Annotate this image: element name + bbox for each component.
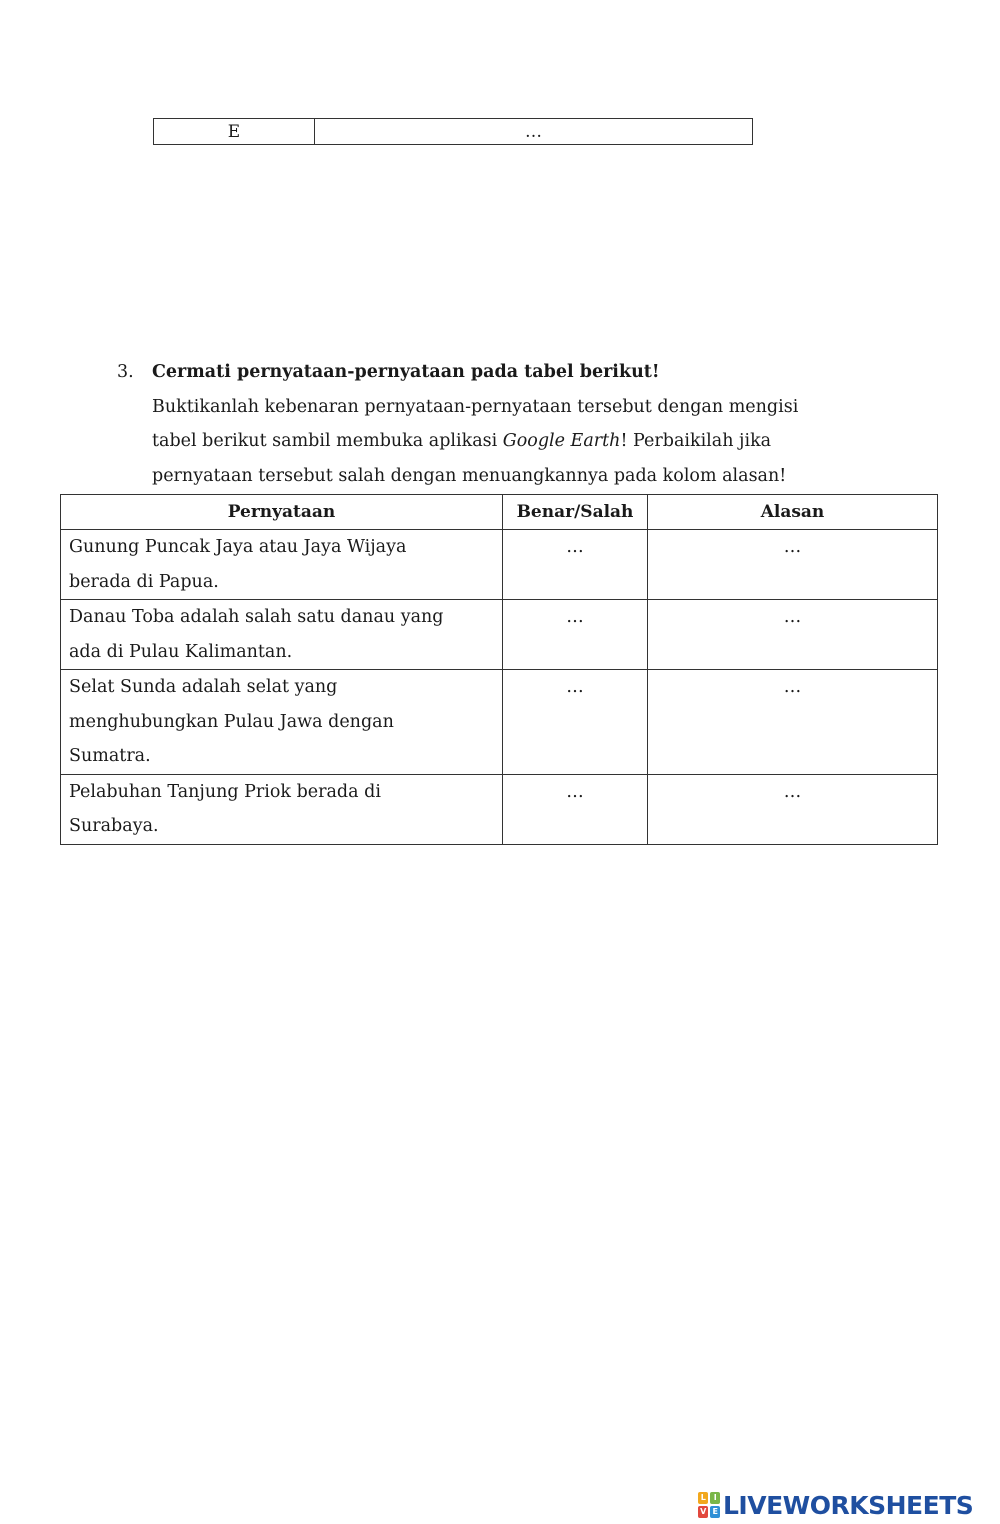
top-table-letter-cell: E (154, 119, 315, 145)
benar-salah-cell[interactable]: … (503, 774, 648, 844)
liveworksheets-logo (698, 1487, 973, 1523)
benar-salah-cell[interactable]: … (503, 670, 648, 775)
alasan-cell[interactable]: … (648, 670, 938, 775)
statement-line: Sumatra. (69, 746, 151, 766)
statement-line: Danau Toba adalah salah satu danau yang (69, 607, 444, 627)
statement-line: Surabaya. (69, 816, 159, 836)
top-table (153, 118, 753, 145)
question-line-2: Buktikanlah kebenaran pernyataan-pernyataan tersebut dengan mengisi (152, 396, 799, 417)
statement-cell (61, 774, 503, 844)
header-pernyataan: Pernyataan (61, 495, 503, 530)
question-line-3-end: ! Perbaikilah jika (620, 431, 772, 451)
benar-salah-cell[interactable]: … (503, 530, 648, 600)
question-block (117, 355, 877, 493)
statement-cell (61, 530, 503, 600)
statement-line: Pelabuhan Tanjung Priok berada di (69, 781, 381, 802)
question-line-4: pernyataan tersebut salah dengan menuangkannya pada kolom alasan! (152, 465, 787, 486)
question-number: 3. (117, 362, 134, 382)
logo-tile-l: L (698, 1492, 708, 1504)
table-row (61, 530, 938, 600)
alasan-cell[interactable]: … (648, 774, 938, 844)
logo-tile-e: E (710, 1506, 720, 1518)
question-title: Cermati pernyataan-pernyataan pada tabel berikut! (152, 362, 660, 382)
logo-tile-i: I (710, 1492, 720, 1504)
logo-icon (698, 1492, 720, 1518)
alasan-cell[interactable]: … (648, 600, 938, 670)
statement-line: Selat Sunda adalah selat yang (69, 677, 338, 697)
question-line-3-start: tabel berikut sambil membuka aplikasi (152, 431, 503, 451)
table-row (61, 670, 938, 775)
statement-line: Gunung Puncak Jaya atau Jaya Wijaya (69, 537, 407, 557)
google-earth-text: Google Earth (502, 431, 621, 451)
benar-salah-cell[interactable]: … (503, 600, 648, 670)
top-table-answer-cell[interactable]: … (315, 119, 753, 145)
table-header-row (61, 495, 938, 530)
statement-line: menghubungkan Pulau Jawa dengan (69, 711, 394, 732)
question-line-3 (152, 424, 877, 459)
table-row (61, 600, 938, 670)
table-row (154, 119, 753, 145)
table-row (61, 774, 938, 844)
statements-table (60, 494, 938, 845)
statement-line: berada di Papua. (69, 571, 219, 592)
logo-tile-v: V (698, 1506, 708, 1518)
statement-line: ada di Pulau Kalimantan. (69, 641, 293, 662)
statement-cell (61, 670, 503, 775)
statement-cell (61, 600, 503, 670)
alasan-cell[interactable]: … (648, 530, 938, 600)
header-benar-salah: Benar/Salah (503, 495, 648, 530)
header-alasan: Alasan (648, 495, 938, 530)
logo-text: LIVEWORKSHEETS (723, 1490, 974, 1520)
